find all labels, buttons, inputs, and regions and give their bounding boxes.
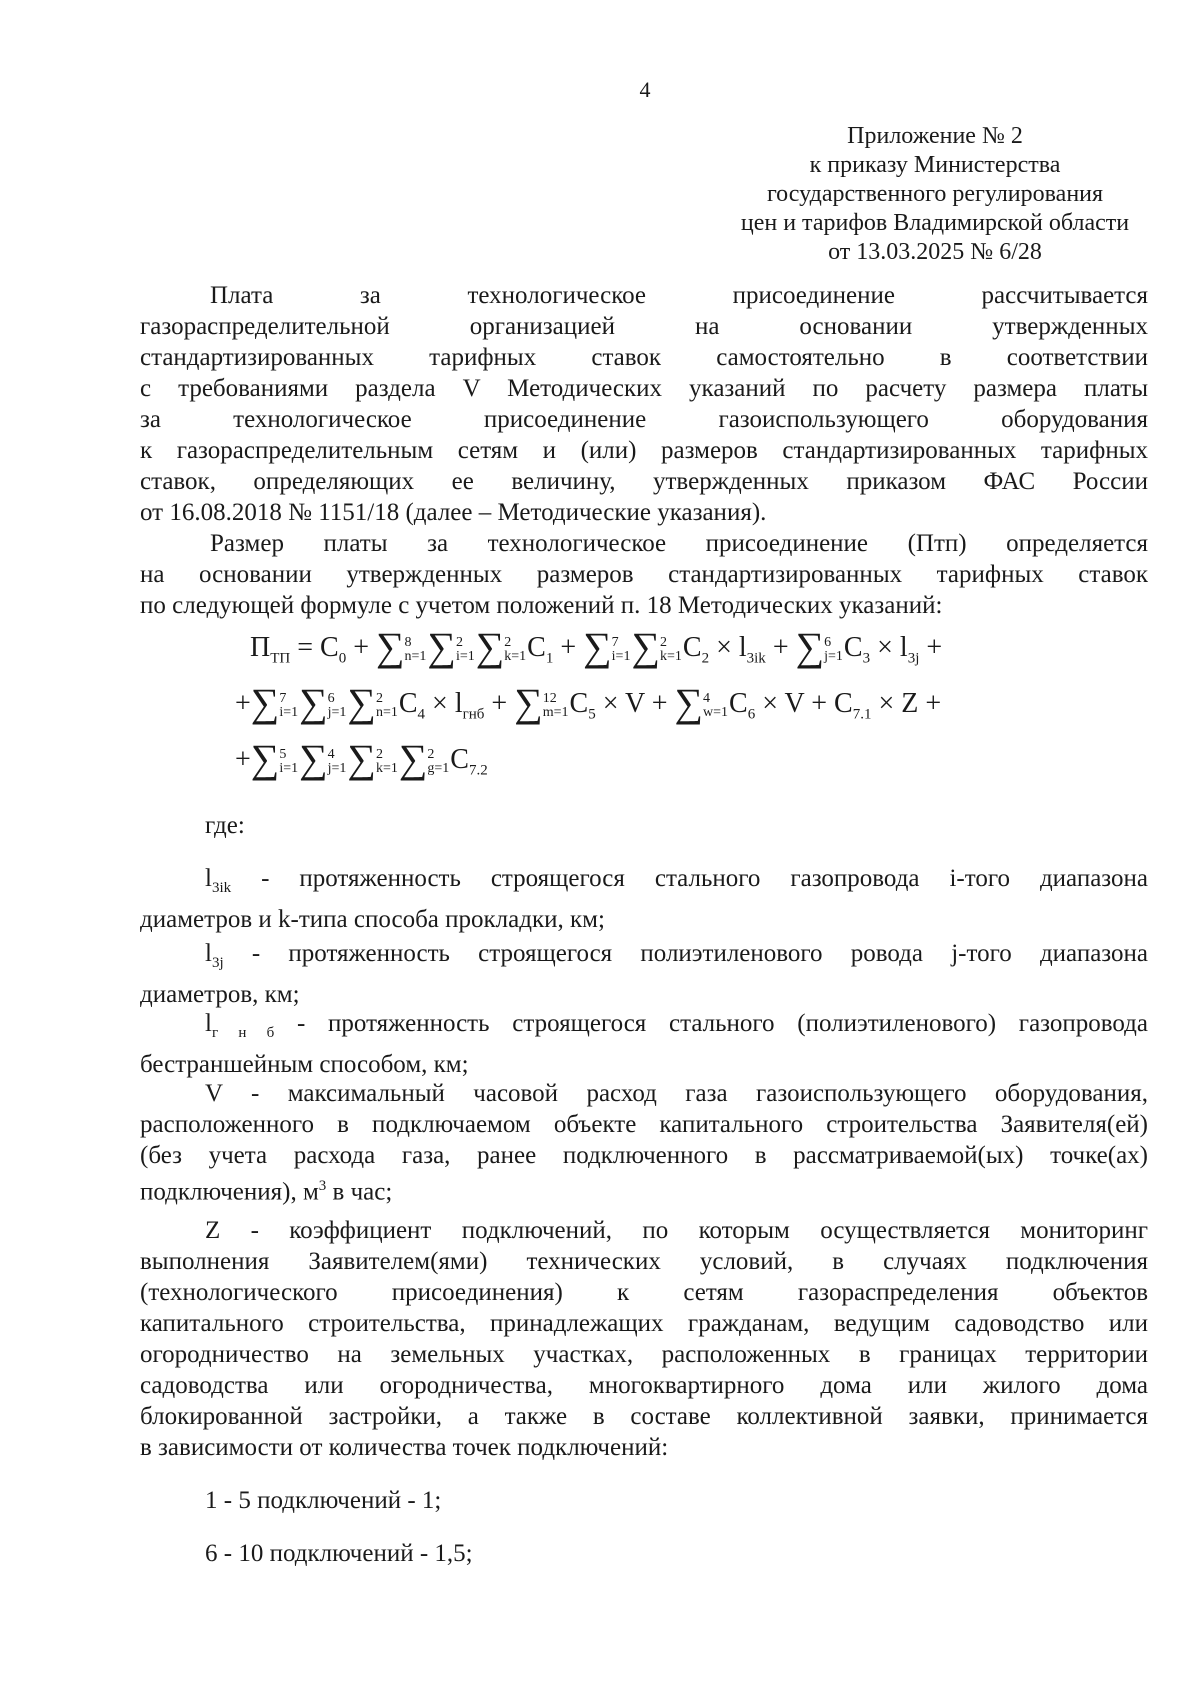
text-line: огородничество на земельных участках, расположенных в границах территории: [140, 1341, 1148, 1368]
definition-text: подключения), м: [140, 1178, 319, 1206]
text-line: Размер платы за технологическое присоединение (Птп) определяется: [210, 530, 1148, 557]
text-line: к газораспределительным сетям и (или) размеров стандартизированных тарифных: [140, 437, 1148, 464]
definition-z: [140, 1215, 1148, 1463]
definition-l3j: [140, 938, 1148, 1010]
formula-line-3: +∑ 5 i=1 ∑ 4 j=1 ∑ 2 k=1 ∑ 2 g=1 $C_{7.2}$: [235, 736, 488, 781]
list-item: 1 - 5 подключений - 1;: [205, 1487, 442, 1514]
definition-text: - протяженность строящегося полиэтиленового ровода j-того диапазона: [251, 940, 1148, 967]
text-line: $l_{3j}$ - протяженность строящегося полиэтиленового ровода j-того диапазона: [205, 940, 1148, 971]
paragraph-size: [140, 528, 1148, 621]
paragraph-payment: [140, 280, 1148, 528]
text-line: в зависимости от количества точек подключений:: [140, 1434, 669, 1461]
approval-line: государственного регулирования: [766, 181, 1104, 207]
approval-line: к приказу Министерства: [809, 152, 1061, 178]
text-line: диаметров, км;: [140, 981, 300, 1008]
text-line: Плата за технологическое присоединение рассчитывается: [210, 282, 1148, 309]
text-line: блокированной застройки, а также в составе коллективной заявки, принимается: [140, 1403, 1148, 1430]
formula-line-2: +∑ 7 i=1 ∑ 6 j=1 ∑ 2 n=1 $C_4 \times l_{гнб}$ + ∑ 12 m=1 $C_5 \times V$ + ∑ 4 w=1 $C_6 \times V + C_{7.1} \times Z$ +: [235, 680, 942, 725]
text-line: бестраншейным способом, км;: [140, 1051, 469, 1078]
text-line: стандартизированных тарифных ставок самостоятельно в соответствии: [140, 344, 1148, 371]
text-line: выполнения Заявителем(ями) технических условий, в случаях подключения: [140, 1248, 1148, 1275]
where-label: где:: [205, 812, 245, 839]
definition-l3ik: [140, 863, 1148, 935]
definition-lgnb: [140, 1008, 1148, 1080]
approval-line: от 13.03.2025 № 6/28: [828, 239, 1042, 265]
text-line: расположенного в подключаемом объекте капитального строительства Заявителя(ей): [140, 1111, 1148, 1138]
text-line: капитального строительства, принадлежащих гражданам, ведущим садоводство или: [140, 1310, 1148, 1337]
text-line: на основании утвержденных размеров стандартизированных тарифных ставок: [140, 561, 1148, 588]
text-line: (технологического присоединения) к сетям газораспределения объектов: [140, 1279, 1148, 1306]
text-line: $l_{3ik}$ - протяженность строящегося стального газопровода i-того диапазона: [205, 865, 1148, 896]
text-line: по следующей формуле с учетом положений п. 18 Методических указаний:: [140, 592, 943, 619]
approval-line: цен и тарифов Владимирской области: [740, 210, 1130, 236]
approval-block: [705, 122, 1165, 267]
list-item: 6 - 10 подключений - 1,5;: [205, 1540, 473, 1567]
definition-text: - протяженность строящегося стального (полиэтиленового) газопровода: [296, 1010, 1148, 1037]
page-number: 4: [639, 77, 651, 102]
definition-text: - протяженность строящегося стального газопровода i-того диапазона: [261, 865, 1148, 892]
text-line: ставок, определяющих ее величину, утвержденных приказом ФАС России: [140, 468, 1148, 495]
definition-text: в час;: [326, 1178, 393, 1206]
definition-v: [140, 1078, 1148, 1207]
approval-line: Приложение № 2: [847, 123, 1023, 149]
text-line: [140, 1171, 1148, 1207]
text-line: диаметров и k-типа способа прокладки, км;: [140, 906, 605, 933]
text-line: садоводства или огородничества, многоквартирного дома или жилого дома: [140, 1372, 1148, 1399]
text-line: с требованиями раздела V Методических указаний по расчету размера платы: [140, 375, 1148, 402]
text-line: за технологическое присоединение газоиспользующего оборудования: [140, 406, 1148, 433]
text-line: $l_{г н б}$ - протяженность строящегося стального (полиэтиленового) газопровода: [205, 1010, 1148, 1041]
text-line: Z - коэффициент подключений, по которым осуществляется мониторинг: [205, 1217, 1148, 1244]
text-line: (без учета расхода газа, ранее подключенного в рассматриваемой(ых) точке(ах): [140, 1142, 1148, 1169]
text-line: от 16.08.2018 № 1151/18 (далее – Методические указания).: [140, 499, 767, 526]
superscript: 3: [318, 1178, 327, 1194]
text-line: V - максимальный часовой расход газа газоиспользующего оборудования,: [205, 1080, 1148, 1107]
text-line: газораспределительной организацией на основании утвержденных: [140, 313, 1148, 340]
formula-line-1: $П_{ТП} = C_0$ + ∑ 8 n=1 ∑ 2 i=1 ∑ 2 k=1 $C_1$ + ∑ 7 i=1 ∑ 2 k=1 $C_2 \times l_{3ik}$ + ∑ 6 j=1 $C_3 \times l_{3j}$ +: [250, 624, 943, 669]
